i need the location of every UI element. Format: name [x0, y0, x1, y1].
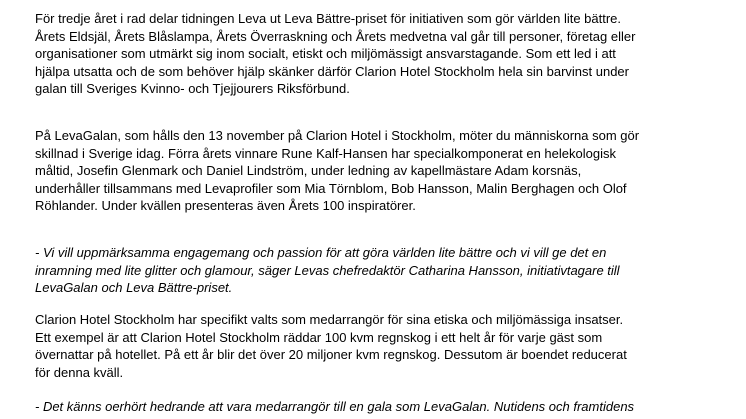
paragraph-clarion: [35, 311, 735, 381]
text-line: - Vi vill uppmärksamma engagemang och passion för att göra världen lite bättre och vi vill ge det en: [35, 245, 607, 260]
text-line: - Det känns oerhört hedrande att vara medarrangör till en gala som LevaGalan. Nutidens och framtidens: [35, 399, 635, 414]
text-line: LevaGalan och Leva Bättre-priset.: [35, 280, 233, 296]
text-line: för denna kväll.: [35, 364, 124, 380]
text-line: organisationer som utmärkt sig inom socialt, etiskt och miljömässigt ansvarstagande. Som ett led i att: [35, 46, 616, 62]
text-line: galan till Sveriges Kvinno- och Tjejjourers Riksförbund.: [35, 81, 350, 97]
text-line: övernattar på hotellet. På ett år blir det över 20 miljoner kvm regnskog. Dessutom är boendet reducerat: [35, 347, 627, 363]
text-line: inramning med lite glitter och glamour, säger Levas chefredaktör Catharina Hansson, initiativtagare till: [35, 262, 620, 278]
text-line: skillnad i Sverige idag. Förra årets vinnare Rune Kalf-Hansen har specialkomponerat en helekologisk: [35, 145, 616, 161]
text-line: Clarion Hotel Stockholm har specifikt valts som medarrangör för sina etiska och miljömässiga insatser.: [35, 312, 624, 327]
quote-clarion: [35, 398, 735, 416]
text-line: Ett exempel är att Clarion Hotel Stockholm räddar 100 kvm regnskog i ett helt år för varje gäst som: [35, 329, 603, 345]
text-line: underhåller tillsammans med Levaprofiler som Mia Törnblom, Bob Hansson, Malin Berghagen och Olof: [35, 180, 627, 196]
quote-editor: [35, 244, 735, 297]
text-line: På LevaGalan, som hålls den 13 november på Clarion Hotel i Stockholm, möter du människorna som gör: [35, 128, 640, 143]
text-line: måltid, Josefin Glenmark och Daniel Lindström, under ledning av kapellmästare Adam korsnäs,: [35, 163, 582, 179]
paragraph-intro: [35, 10, 735, 98]
paragraph-levagalan: [35, 127, 735, 215]
text-line: hjälpa utsatta och de som behöver hjälp skänker därför Clarion Hotel Stockholm hela sin barvinst under: [35, 63, 629, 79]
text-line: Årets Eldsjäl, Årets Blåslampa, Årets Överraskning och Årets medvetna val går till personer, företag eller: [35, 28, 636, 44]
text-line: Röhlander. Under kvällen presenteras även Årets 100 inspiratörer.: [35, 198, 416, 214]
text-line: För tredje året i rad delar tidningen Leva ut Leva Bättre-priset för initiativen som gör världen lite bättre.: [35, 11, 622, 26]
